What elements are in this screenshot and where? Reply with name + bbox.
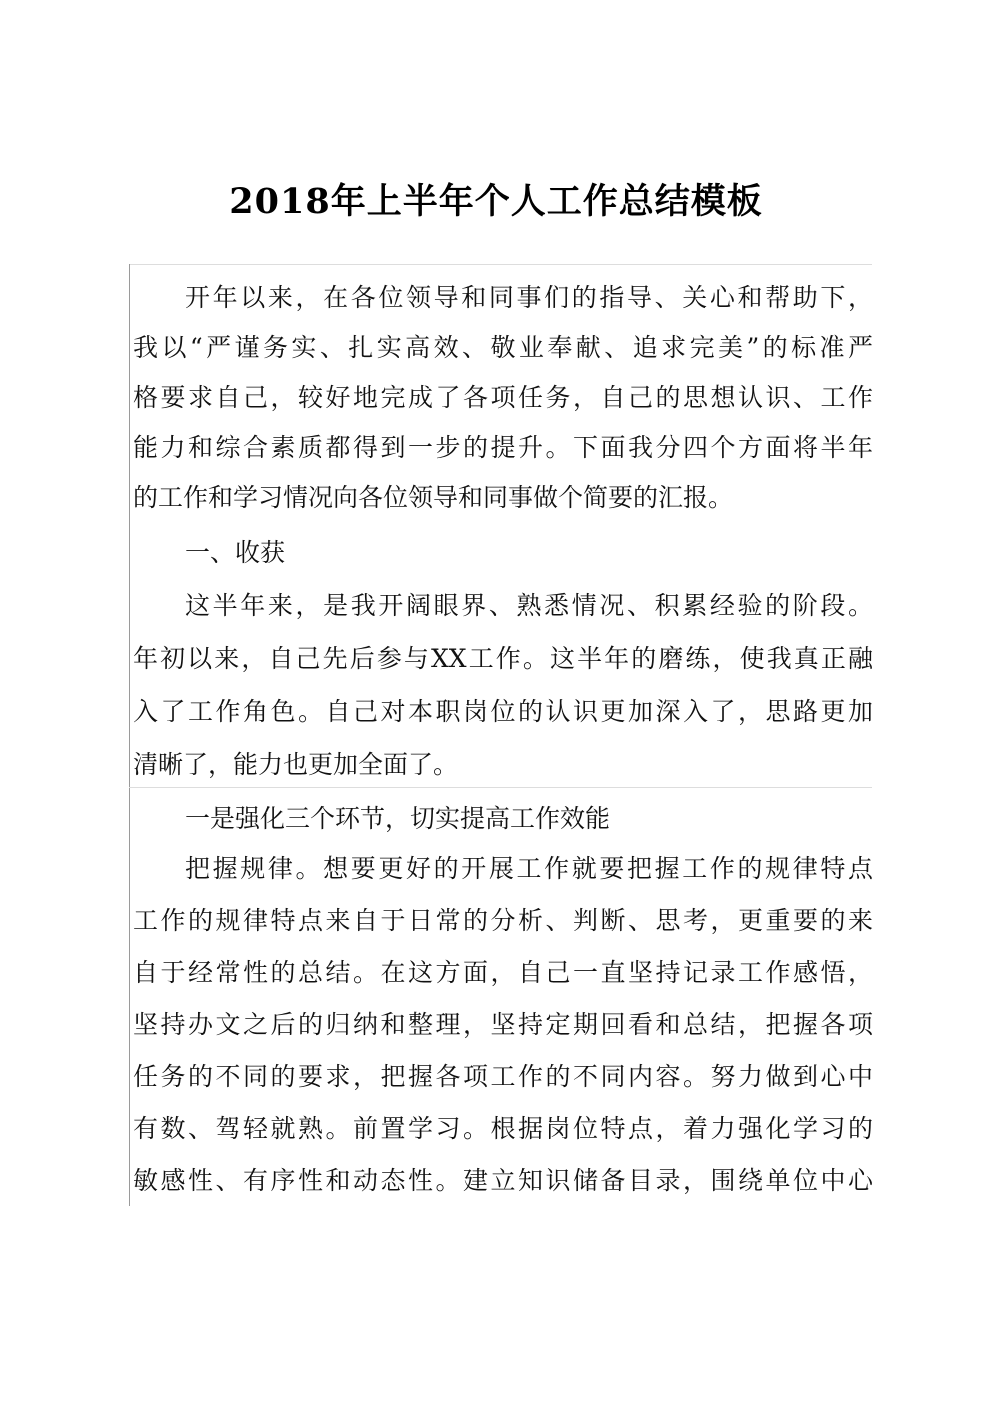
document-title: 2018年上半年个人工作总结模板 <box>229 181 763 222</box>
text-line: 把握规律。想要更好的开展工作就要把握工作的规律特点 <box>185 854 873 883</box>
text-line: 坚持办文之后的归纳和整理，坚持定期回看和总结，把握各项 <box>133 1010 873 1039</box>
text-line: 开年以来，在各位领导和同事们的指导、关心和帮助下， <box>185 283 873 312</box>
section-heading: 一、收获 <box>185 538 286 567</box>
text-line: 年初以来，自己先后参与XX工作。这半年的磨练，使我真正融 <box>133 644 873 673</box>
text-line: 任务的不同的要求，把握各项工作的不同内容。努力做到心中 <box>133 1062 873 1091</box>
text-line: 能力和综合素质都得到一步的提升。下面我分四个方面将半年 <box>133 433 873 462</box>
text-line: 入了工作角色。自己对本职岗位的认识更加深入了，思路更加 <box>133 697 873 726</box>
text-line: 这半年来，是我开阔眼界、熟悉情况、积累经验的阶段。 <box>185 591 873 620</box>
text-line: 自于经常性的总结。在这方面，自己一直坚持记录工作感悟， <box>133 958 873 987</box>
text-line: 的工作和学习情况向各位领导和同事做个简要的汇报。 <box>133 483 734 512</box>
text-line: 有数、驾轻就熟。前置学习。根据岗位特点，着力强化学习的 <box>133 1114 873 1143</box>
subsection-heading: 一是强化三个环节，切实提高工作效能 <box>185 804 611 833</box>
text-line: 清晰了，能力也更加全面了。 <box>133 750 459 779</box>
text-line: 工作的规律特点来自于日常的分析、判断、思考，更重要的来 <box>133 906 873 935</box>
text-line: 我以“严谨务实、扎实高效、敬业奉献、追求完美”的标准严 <box>133 333 873 362</box>
text-line: 敏感性、有序性和动态性。建立知识储备目录，围绕单位中心 <box>133 1166 873 1195</box>
table-border-left <box>129 264 130 1206</box>
text-line: 格要求自己，较好地完成了各项任务，自己的思想认识、工作 <box>133 383 873 412</box>
table-border-top <box>129 264 872 265</box>
